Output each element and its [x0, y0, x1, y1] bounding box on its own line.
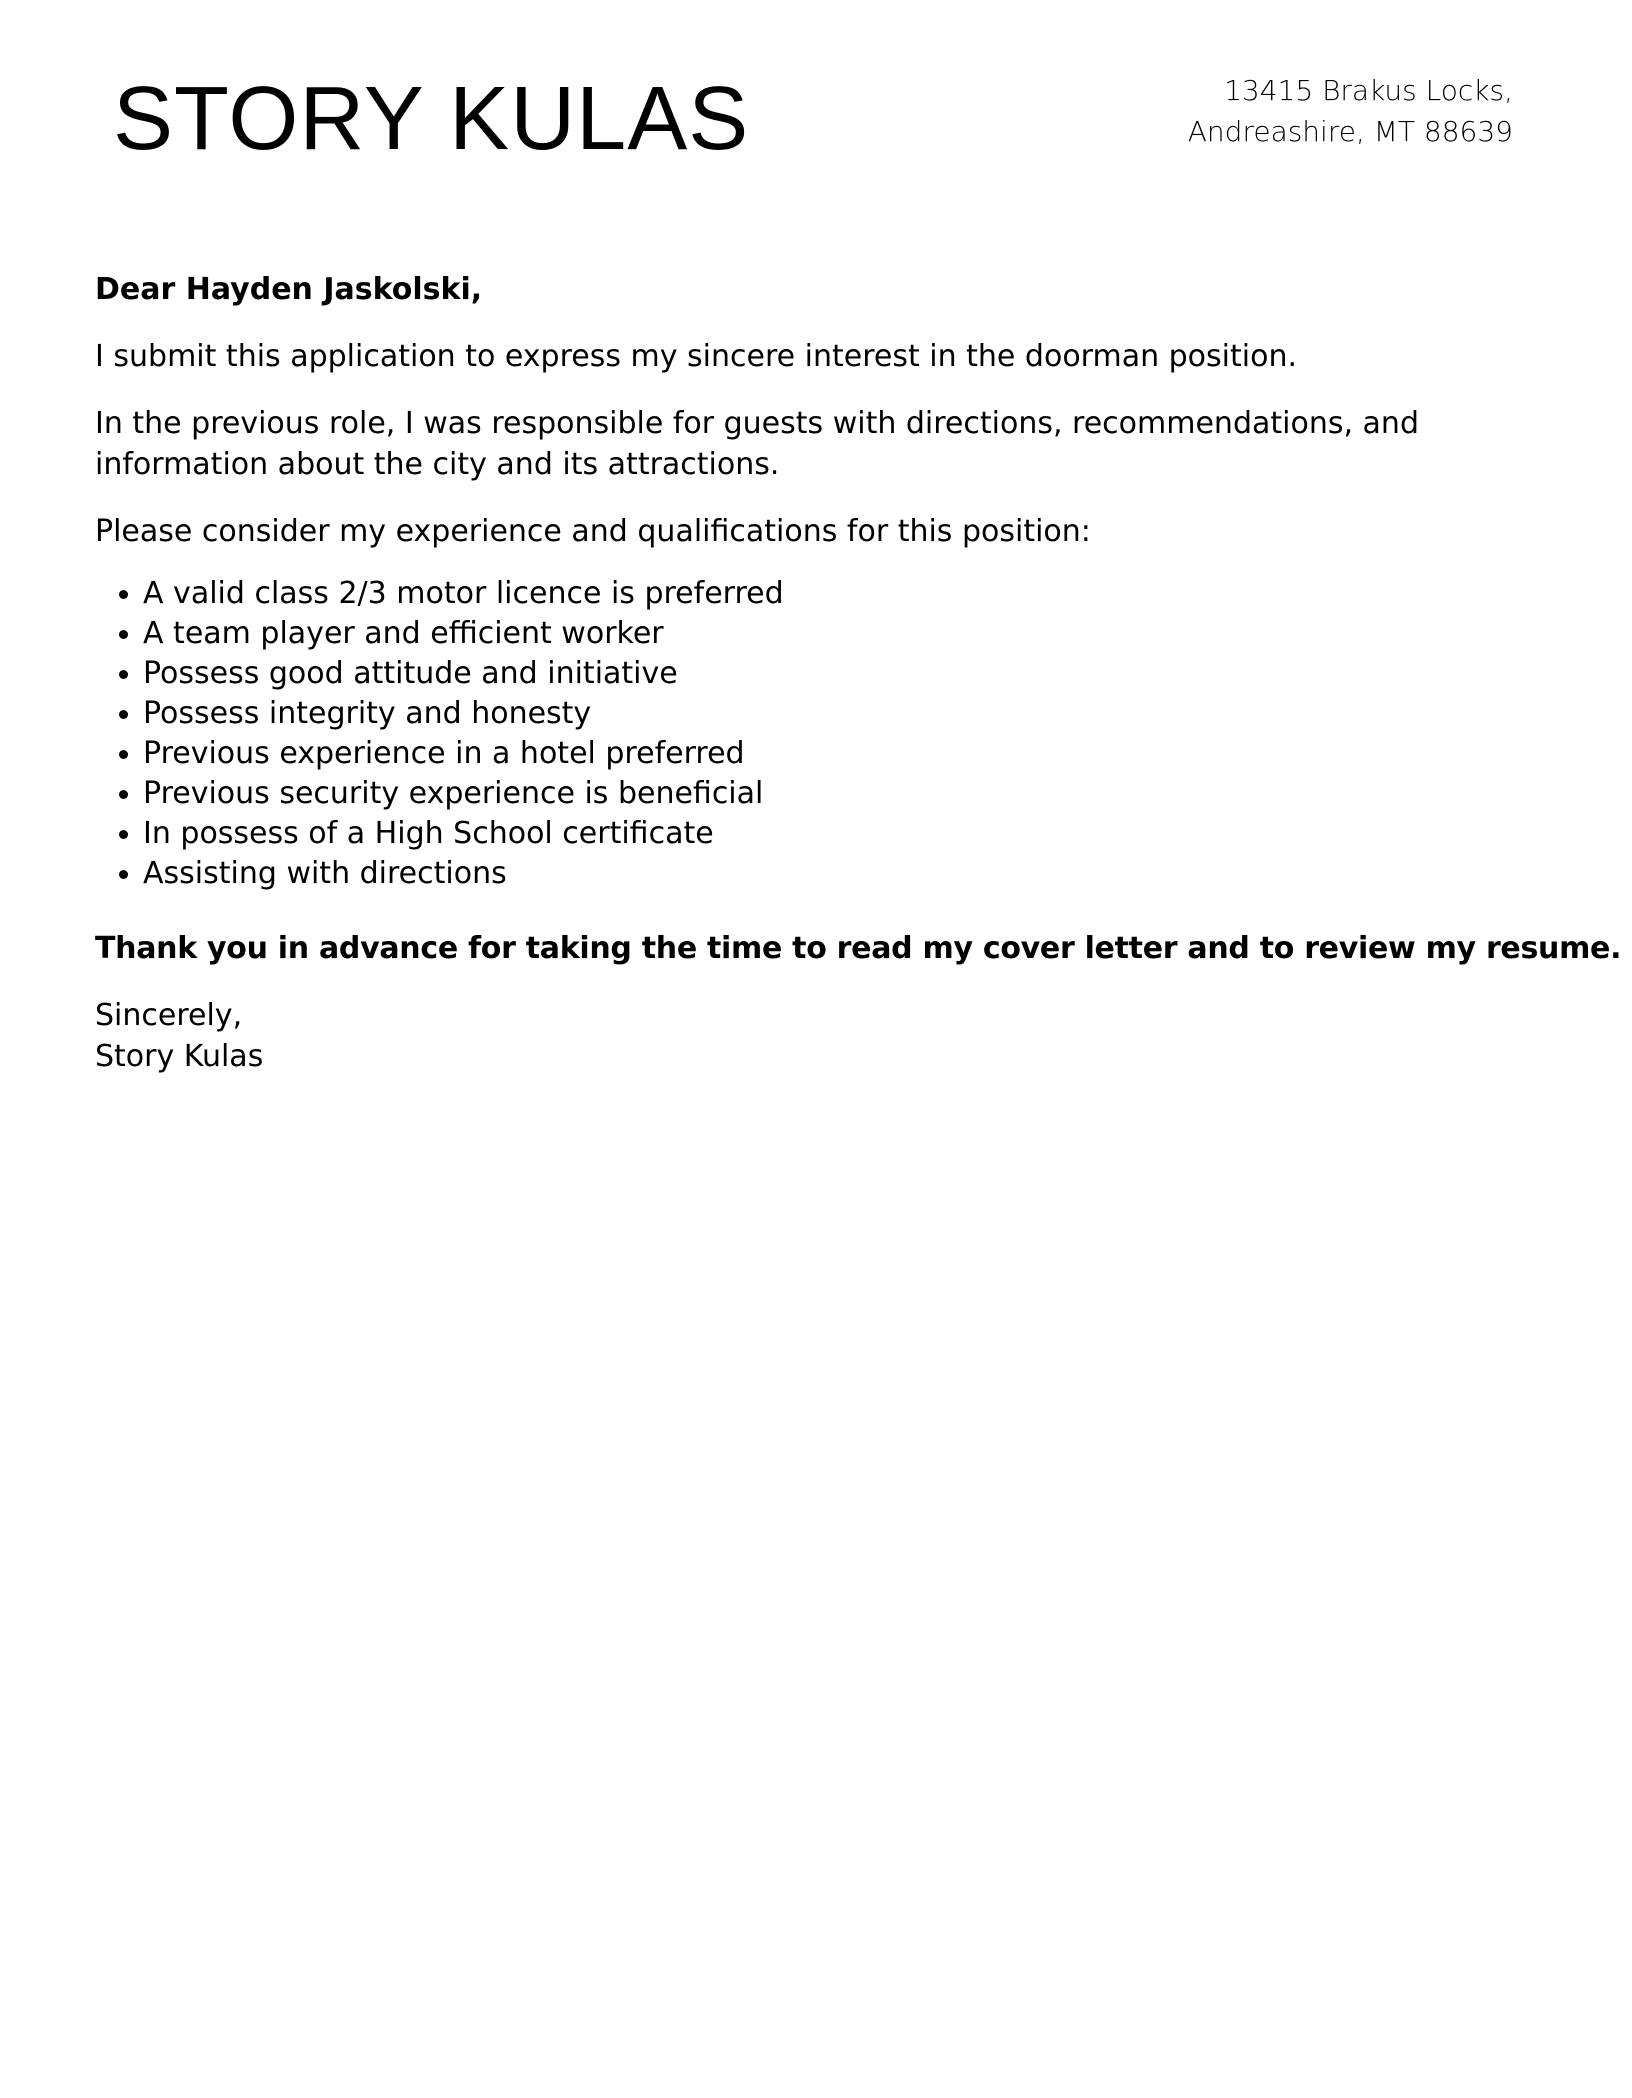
address-line-2: Andreashire, MT 88639 — [1187, 115, 1513, 148]
list-item: Assisting with directions — [143, 854, 1535, 894]
list-item: A team player and efficient worker — [143, 614, 1535, 654]
previous-role-paragraph: In the previous role, I was responsible for guests with directions, recommendations, and information about the city and its attractions. — [95, 406, 1419, 482]
thanks-paragraph: Thank you in advance for taking the time to read my cover letter and to review my resume. — [95, 931, 1622, 966]
closing-block — [95, 995, 1535, 1077]
intro-paragraph: I submit this application to express my sincere interest in the doorman position. — [95, 339, 1298, 374]
list-item: A valid class 2/3 motor licence is preferred — [143, 574, 1535, 614]
greeting: Dear Hayden Jaskolski, — [95, 272, 483, 307]
closing-salutation: Sincerely, — [95, 998, 243, 1033]
consider-paragraph: Please consider my experience and qualifications for this position: — [95, 514, 1091, 549]
list-item: Previous security experience is beneficial — [143, 774, 1535, 814]
list-item: Possess integrity and honesty — [143, 694, 1535, 734]
address-line-1: 13415 Brakus Locks, — [1224, 74, 1513, 107]
letter-body — [95, 269, 1622, 1103]
applicant-name: STORY KULAS — [113, 69, 750, 169]
list-item: Possess good attitude and initiative — [143, 654, 1535, 694]
list-item: Previous experience in a hotel preferred — [143, 734, 1535, 774]
address-block — [1188, 70, 1513, 152]
list-item: In possess of a High School certificate — [143, 814, 1535, 854]
qualifications-list — [95, 574, 1535, 894]
signature-name: Story Kulas — [95, 1039, 264, 1074]
